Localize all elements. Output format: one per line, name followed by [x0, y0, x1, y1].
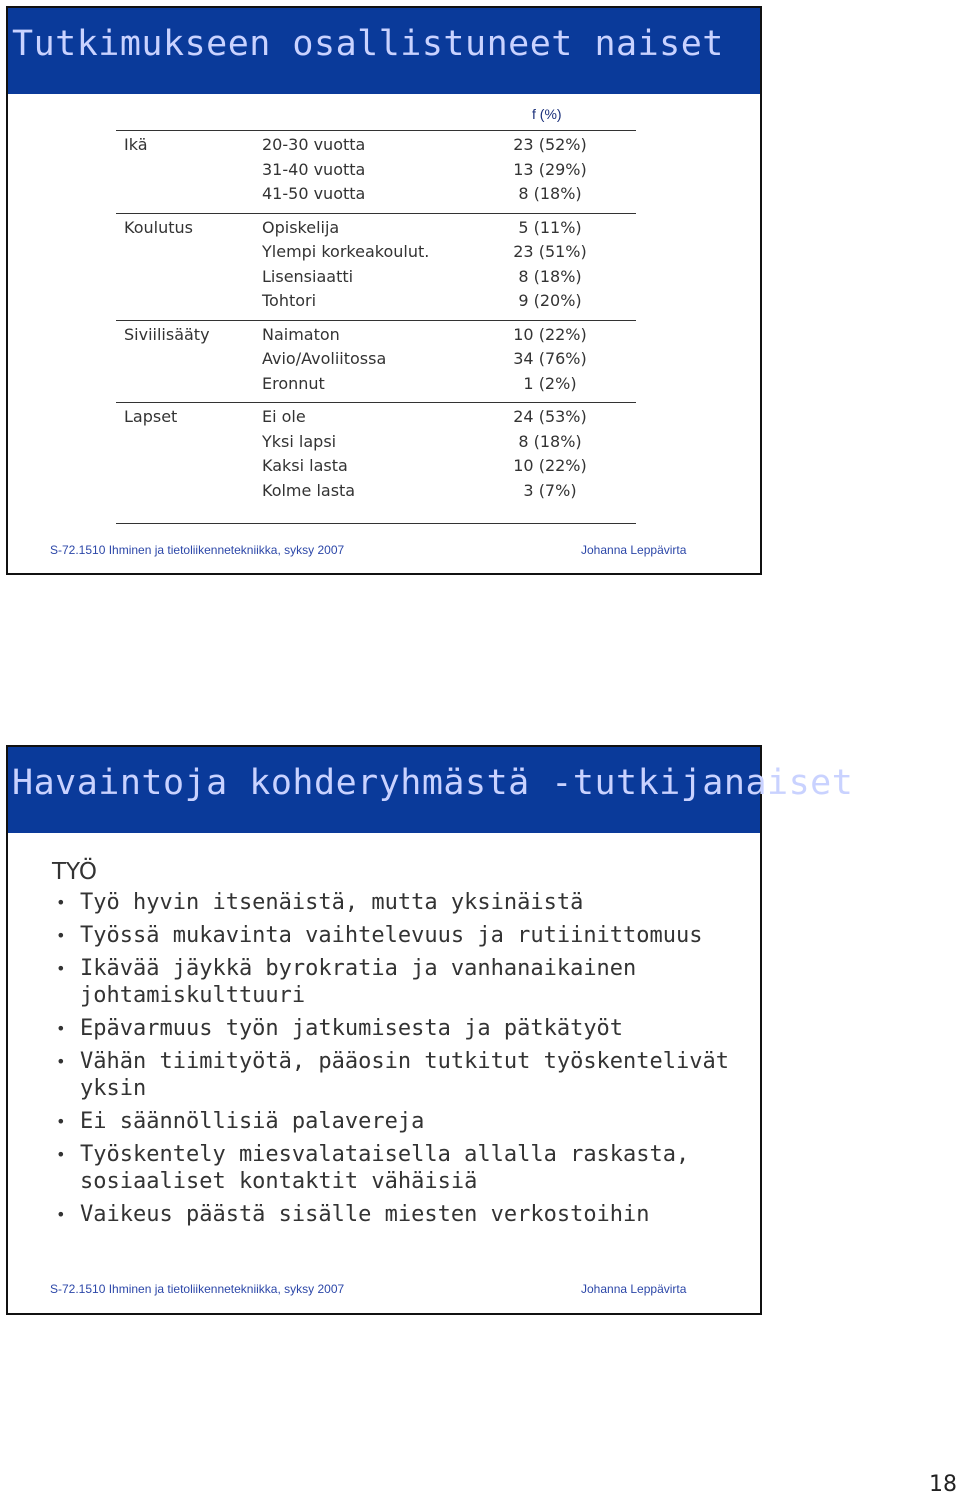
- row-value: 23 (52%): [513, 135, 587, 154]
- table-row: [116, 479, 636, 504]
- bullet-text: Ei säännöllisiä palavereja: [80, 1109, 425, 1134]
- table-row: [116, 430, 636, 455]
- row-label: 20-30 vuotta: [262, 135, 366, 154]
- row-value: 24 (53%): [513, 407, 587, 426]
- bullet-text: Vähän tiimityötä, pääosin tutkitut työskentelivät yksin: [80, 1049, 730, 1101]
- bullet-icon: •: [56, 893, 66, 912]
- category-label: Siviilisääty: [124, 324, 210, 344]
- bullet-text: Työ hyvin itsenäistä, mutta yksinäistä: [80, 890, 584, 915]
- slide-header: [8, 747, 854, 833]
- list-item: [52, 1015, 742, 1042]
- bullet-icon: •: [56, 1019, 66, 1038]
- table-header: [116, 104, 636, 131]
- table-end-rule: [116, 509, 636, 524]
- section-heading: TYÖ: [52, 859, 97, 885]
- row-label: Kolme lasta: [262, 480, 356, 500]
- row-value: 10 (22%): [513, 324, 587, 344]
- bullet-text: Työskentely miesvalataisella allalla raskasta, sosiaaliset kontaktit vähäisiä: [80, 1142, 690, 1194]
- bullet-icon: •: [56, 1052, 66, 1071]
- bullet-icon: •: [56, 1205, 66, 1224]
- row-label: Eronnut: [262, 373, 325, 393]
- bullet-icon: •: [56, 1112, 66, 1131]
- row-value: 3 (7%): [523, 480, 577, 500]
- slide-observations: [6, 745, 854, 1315]
- row-value: 13 (29%): [513, 159, 587, 179]
- table-row: [116, 454, 636, 479]
- table-body: [116, 131, 636, 509]
- bullet-text: Työssä mukavinta vaihtelevuus ja rutiinittomuus: [80, 923, 703, 948]
- bullet-text: Ikävää jäykkä byrokratia ja vanhanaikainen johtamiskulttuuri: [80, 956, 637, 1008]
- table-group: [116, 403, 636, 509]
- bullet-icon: •: [56, 1145, 66, 1164]
- page-number: 18: [929, 1472, 957, 1497]
- table-row: [116, 289, 636, 314]
- bullet-icon: •: [56, 959, 66, 978]
- table-row: [116, 372, 636, 397]
- bullet-list: [52, 889, 742, 1234]
- row-label: Avio/Avoliitossa: [262, 349, 387, 368]
- table-row: [116, 347, 636, 372]
- bullet-text: Vaikeus päästä sisälle miesten verkostoihin: [80, 1202, 650, 1227]
- list-item: [52, 1048, 742, 1102]
- row-label: Yksi lapsi: [262, 431, 337, 451]
- table-row: [116, 323, 636, 348]
- slide-participants: [6, 6, 762, 575]
- footer-author: Johanna Leppävirta: [581, 1282, 687, 1296]
- list-item: [52, 1201, 742, 1228]
- bullet-icon: •: [56, 926, 66, 945]
- row-value: 34 (76%): [513, 349, 587, 368]
- row-label: Opiskelija: [262, 217, 340, 237]
- row-value: 8 (18%): [518, 184, 582, 203]
- table-group: [116, 321, 636, 404]
- table-row: [116, 405, 636, 430]
- row-value: 9 (20%): [518, 291, 582, 310]
- column-header-frequency: f (%): [532, 106, 562, 122]
- slide-title: Havaintoja kohderyhmästä -tutkijanaiset: [12, 763, 854, 803]
- list-item: [52, 1108, 742, 1135]
- category-label: Koulutus: [124, 217, 193, 237]
- footer-course: S-72.1510 Ihminen ja tietoliikennetekniikka, syksy 2007: [50, 1282, 345, 1296]
- list-item: [52, 889, 742, 916]
- row-value: 10 (22%): [513, 456, 587, 475]
- table-row: [116, 216, 636, 241]
- table-row: [116, 133, 636, 158]
- table-group: [116, 131, 636, 214]
- slide-title: Tutkimukseen osallistuneet naiset: [12, 24, 724, 64]
- participants-table: [116, 104, 636, 524]
- row-label: Kaksi lasta: [262, 456, 348, 475]
- row-label: Lisensiaatti: [262, 266, 354, 286]
- footer-course: S-72.1510 Ihminen ja tietoliikennetekniikka, syksy 2007: [50, 543, 345, 557]
- row-label: 41-50 vuotta: [262, 184, 366, 203]
- table-row: [116, 182, 636, 207]
- bullet-text: Epävarmuus työn jatkumisesta ja pätkätyöt: [80, 1016, 624, 1041]
- row-label: Ei ole: [262, 407, 306, 426]
- category-label: Lapset: [124, 407, 178, 426]
- row-value: 8 (18%): [518, 266, 582, 286]
- row-value: 23 (51%): [513, 242, 587, 261]
- row-value: 1 (2%): [523, 373, 577, 393]
- row-label: 31-40 vuotta: [262, 159, 366, 179]
- row-label: Naimaton: [262, 324, 340, 344]
- slide-header: [8, 8, 760, 94]
- list-item: [52, 922, 742, 949]
- row-value: 8 (18%): [518, 431, 582, 451]
- table-row: [116, 240, 636, 265]
- table-row: [116, 158, 636, 183]
- row-value: 5 (11%): [518, 217, 582, 237]
- row-label: Tohtori: [262, 291, 317, 310]
- table-row: [116, 265, 636, 290]
- category-label: Ikä: [124, 135, 148, 154]
- table-group: [116, 214, 636, 321]
- list-item: [52, 1141, 742, 1195]
- list-item: [52, 955, 742, 1009]
- footer-author: Johanna Leppävirta: [581, 543, 687, 557]
- row-label: Ylempi korkeakoulut.: [262, 242, 430, 261]
